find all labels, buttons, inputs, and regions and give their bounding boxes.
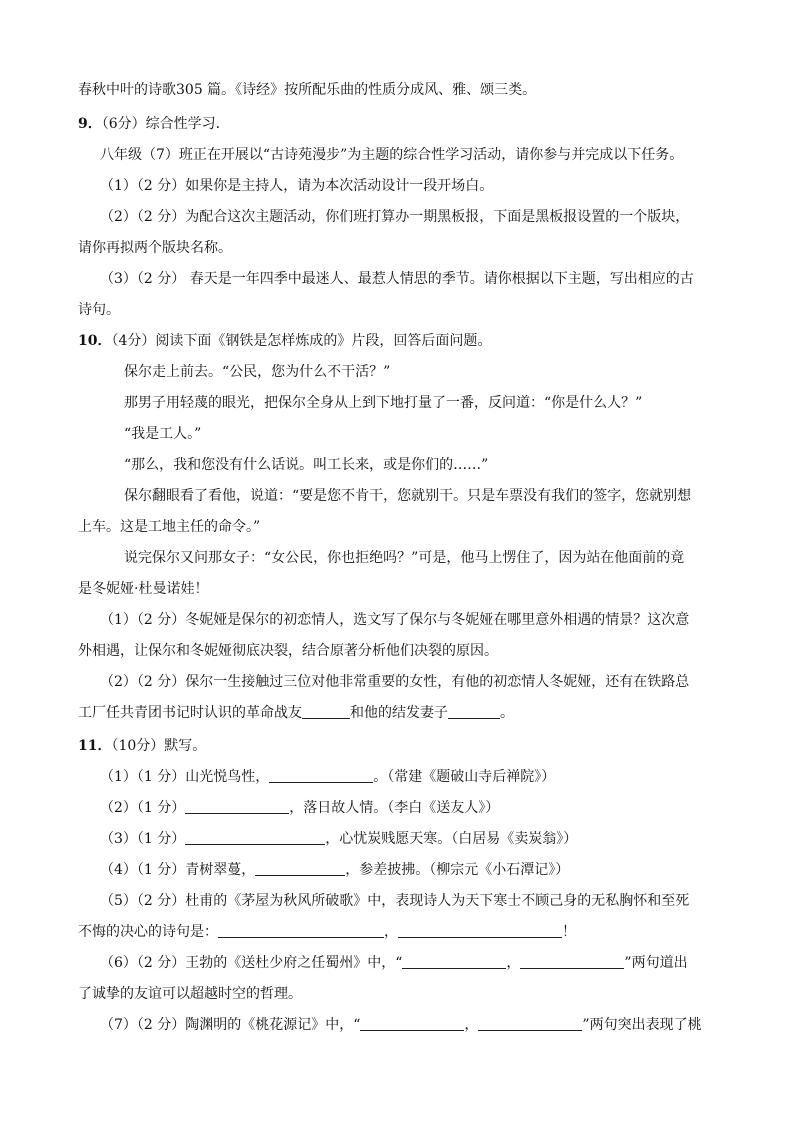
sub-question: （1）（2 分）冬妮娅是保尔的初恋情人，选文写了保尔与冬妮娅在哪里意外相遇的情景？这次意 — [100, 612, 690, 628]
dictation-item — [100, 953, 688, 973]
dictation-item — [100, 798, 499, 818]
answer-blank[interactable] — [302, 704, 350, 719]
sub-question-cont — [78, 703, 514, 723]
question-text: （6分）综合性学习. — [101, 116, 221, 132]
sub-question: （2）（2 分）为配合这次主题活动，你们班打算办一期黑板报，下面是黑板报设置的一个版块， — [100, 209, 690, 225]
question-number: 11． — [78, 738, 112, 754]
sub-question-cont: 外相遇，让保尔和冬妮娅彻底决裂，结合原著分析他们决裂的原因。 — [78, 643, 498, 659]
text: ”两句道出 — [624, 955, 688, 971]
text: ， — [506, 955, 521, 971]
passage-line: 上车。这是工地主任的命令。” — [78, 519, 261, 535]
text: 。 — [500, 705, 514, 721]
text: （1）（1 分）山光悦鸟性， — [100, 769, 270, 785]
text: 工厂任共青团书记时认识的革命战友 — [78, 705, 302, 721]
sub-question: （2）（2 分）保尔一生接触过三位对他非常重要的女性，有他的初恋情人冬妮娅，还有在铁路总 — [100, 674, 690, 690]
answer-blank[interactable] — [269, 768, 373, 783]
passage-line: 那男子用轻蔑的眼光，把保尔全身从上到下地打量了一番，反问道：“你是什么人？” — [124, 395, 643, 411]
question-text: （10分）默写。 — [111, 738, 207, 754]
sub-question-cont: 请你再拟两个版块名称。 — [78, 240, 232, 256]
sub-question: （3）（2 分） 春天是一年四季中最迷人、最惹人情思的季节。请你根据以下主题，写出相应的古 — [100, 271, 694, 287]
answer-blank[interactable] — [185, 830, 325, 845]
answer-blank[interactable] — [448, 704, 500, 719]
text: ，心忧炭贱愿天寒。（白居易《卖炭翁》） — [325, 831, 578, 847]
dictation-item — [100, 767, 555, 787]
answer-blank[interactable] — [478, 1016, 582, 1031]
passage-line: 是冬妮娅·杜曼诺娃！ — [78, 581, 209, 597]
text: （6）（2 分）王勃的《送杜少府之任蜀州》中，“ — [100, 955, 403, 971]
question-number: 10． — [78, 333, 112, 349]
text: （3）（1 分） — [100, 831, 186, 847]
passage-line: 保尔走上前去。“公民，您为什么不干活？” — [124, 364, 391, 380]
answer-blank[interactable] — [255, 861, 345, 876]
text: ，落日故人情。（李白《送友人》） — [289, 800, 500, 816]
answer-blank[interactable] — [360, 1016, 464, 1031]
text: （7）（2 分）陶渊明的《桃花源记》中，“ — [100, 1017, 361, 1033]
passage-line: 说完保尔又问那女子：“女公民，你也拒绝吗？”可是，他马上愣住了，因为站在他面前的竟 — [124, 550, 685, 566]
dictation-item — [100, 1015, 702, 1035]
passage-line: “我是工人。” — [124, 426, 202, 442]
text: ， — [464, 1017, 479, 1033]
text: ，参差披拂。（柳宗元《小石潭记》） — [345, 862, 570, 878]
answer-blank[interactable] — [402, 954, 506, 969]
dictation-item-cont — [78, 922, 576, 942]
question-10-heading — [78, 331, 491, 351]
dictation-item — [100, 829, 577, 849]
question-9-heading — [78, 114, 220, 134]
dictation-item-cont: 了诚挚的友谊可以超越时空的哲理。 — [78, 986, 302, 1002]
question-11-heading — [78, 736, 206, 756]
passage-line: “那么，我和您没有什么话说。叫工长来，或是你们的……” — [124, 457, 489, 473]
text-line: 春秋中叶的诗歌305 篇。《诗经》按所配乐曲的性质分成风、雅、颂三类。 — [78, 82, 537, 98]
answer-blank[interactable] — [218, 923, 384, 938]
answer-blank[interactable] — [520, 954, 624, 969]
answer-blank[interactable] — [185, 799, 289, 814]
text: （2）（1 分） — [100, 800, 186, 816]
sub-question: （1）（2 分）如果你是主持人，请为本次活动设计一段开场白。 — [100, 178, 494, 194]
question-number: 9． — [78, 116, 102, 132]
dictation-item — [100, 860, 569, 880]
text: （4）（1 分）青树翠蔓， — [100, 862, 256, 878]
passage-line: 保尔翻眼看了看他，说道：“要是您不肯干，您就别干。只是车票没有我们的签字，您就别想 — [124, 488, 692, 504]
text: 。（常建《题破山寺后禅院》） — [373, 769, 556, 785]
question-text: （4分）阅读下面《钢铁是怎样炼成的》片段，回答后面问题。 — [111, 333, 492, 349]
text: 和他的结发妻子 — [350, 705, 448, 721]
text: ！ — [562, 924, 576, 940]
text: ”两句突出表现了桃 — [582, 1017, 702, 1033]
dictation-item: （5）（2 分）杜甫的《茅屋为秋风所破歌》中，表现诗人为天下寒士不顾己身的无私胸怀和至死 — [100, 893, 690, 909]
answer-blank[interactable] — [398, 923, 562, 938]
sub-question-cont: 诗句。 — [78, 302, 120, 318]
text: 不悔的决心的诗句是： — [78, 924, 218, 940]
question-9-intro: 八年级（7）班正在开展以“古诗苑漫步”为主题的综合性学习活动，请你参与并完成以下任务。 — [100, 147, 684, 163]
text: ， — [384, 924, 398, 940]
